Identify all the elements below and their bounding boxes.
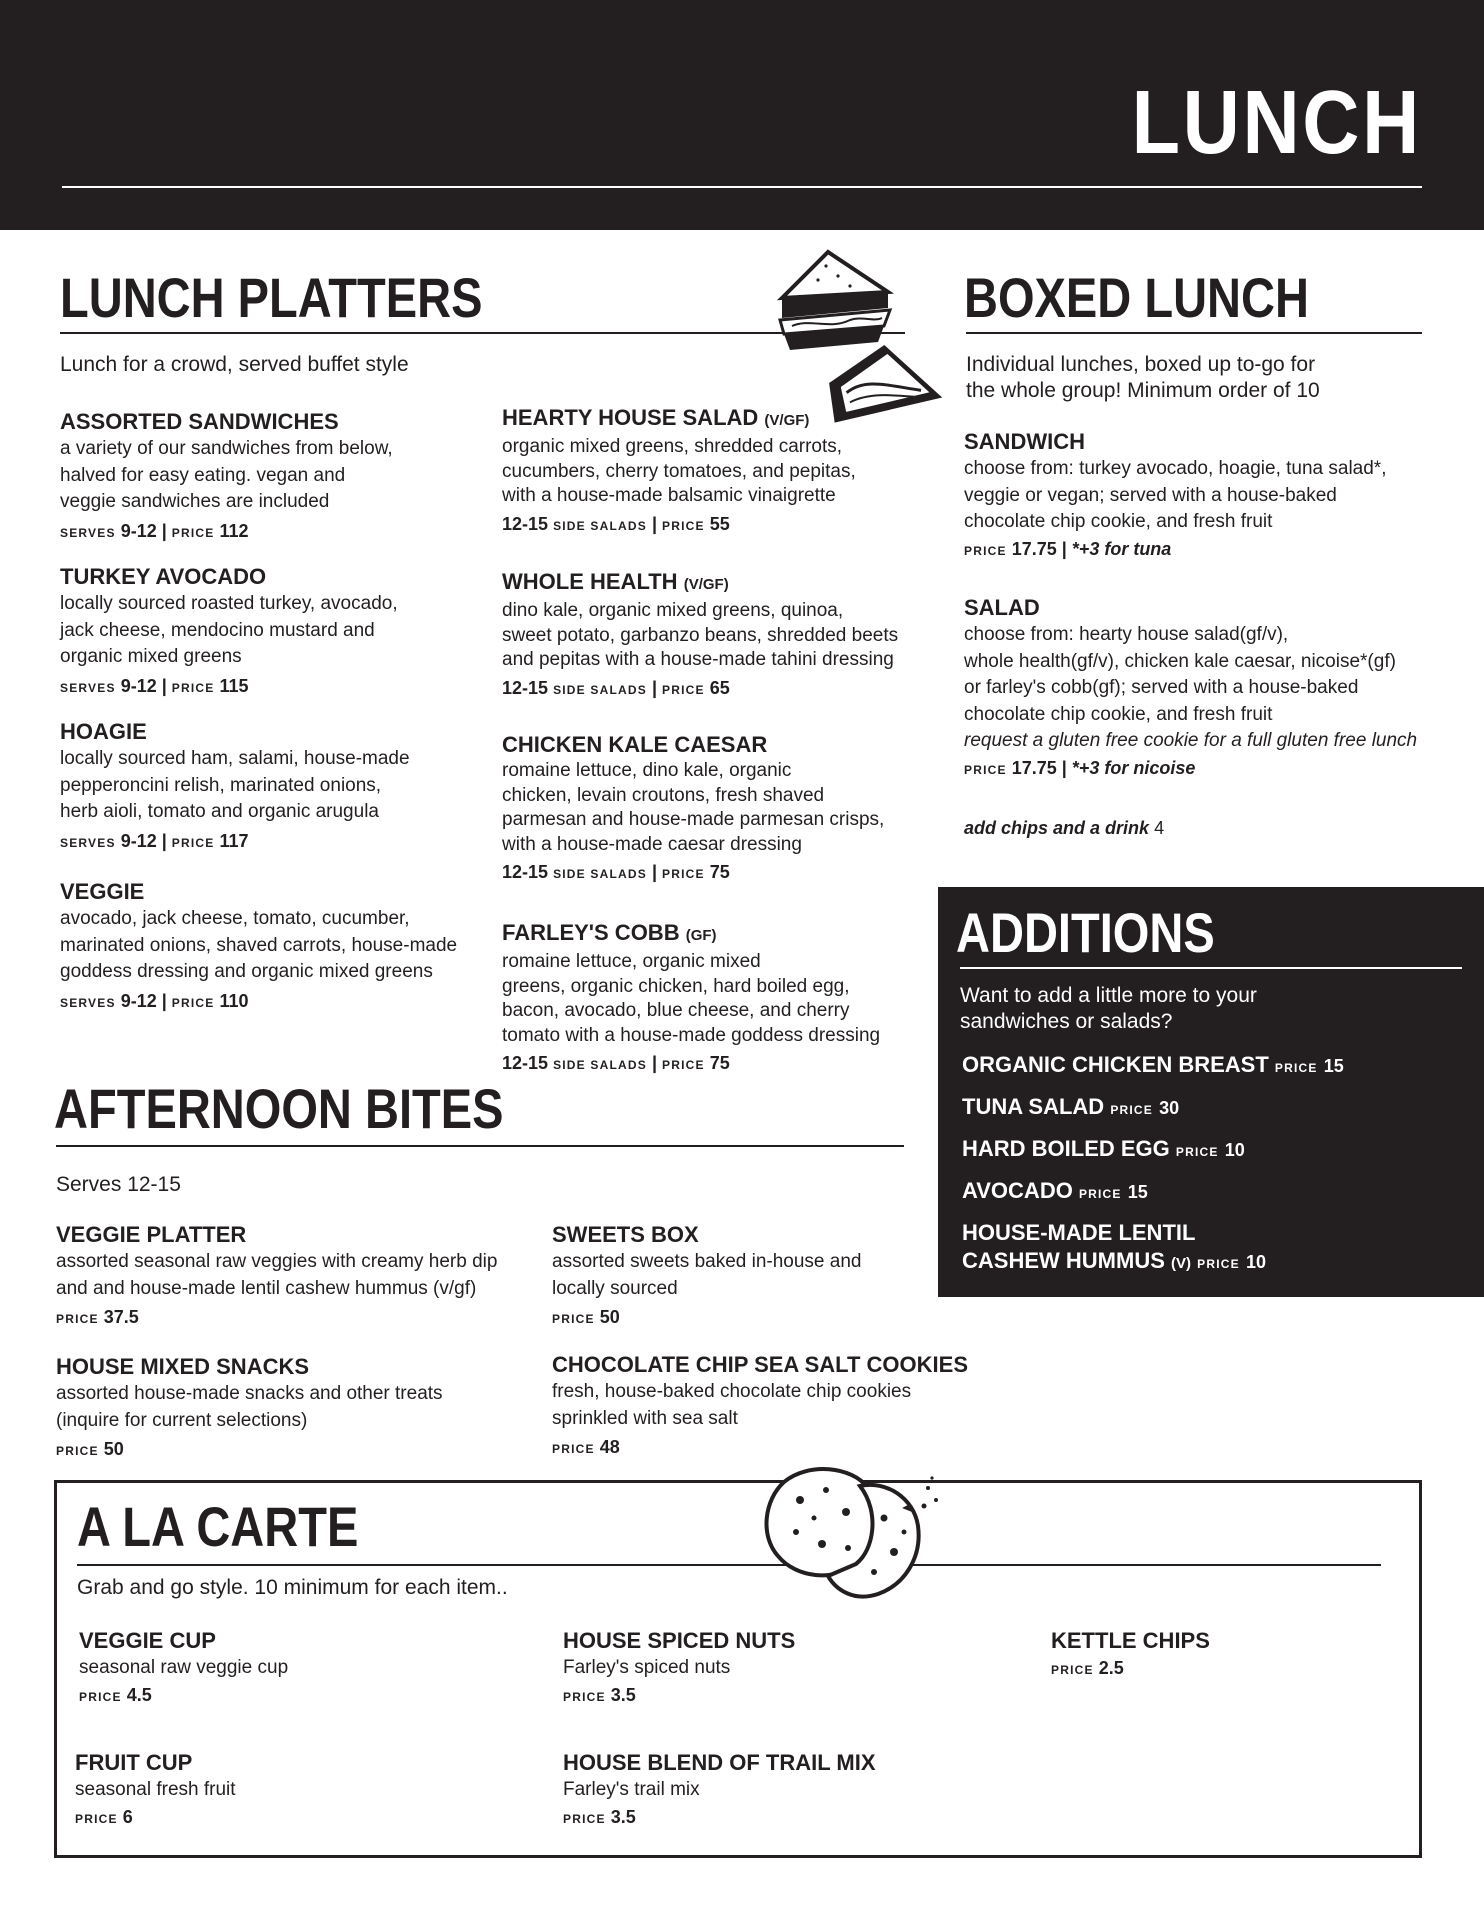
item-price-line: 12-15 SIDE SALADS | PRICE 65 [502, 677, 730, 698]
item-desc-line: romaine lettuce, dino kale, organic [502, 760, 792, 781]
additions-intro: Want to add a little more to your sandwiches or salads? [960, 984, 1257, 1033]
item-price-line: 12-15 SIDE SALADS | PRICE 75 [502, 862, 730, 882]
item-price-line: 12-15 SIDE SALADS | PRICE 75 [502, 1053, 730, 1073]
item-name: HOUSE SPICED NUTS [563, 1628, 796, 1653]
platter-item [502, 731, 884, 887]
item-desc-line: romaine lettuce, organic mixed [502, 951, 761, 972]
header-banner [0, 0, 1484, 230]
alc-item [563, 1627, 795, 1710]
item-price-line: PRICE 48 [552, 1437, 620, 1457]
item-desc-line: chocolate chip cookie, and fresh fruit [964, 511, 1273, 532]
item-name: WHOLE HEALTH (V/GF) [502, 569, 729, 594]
item-name: SALAD [964, 595, 1040, 620]
bites-item [56, 1353, 536, 1464]
item-desc-line: locally sourced roasted turkey, avocado, [60, 593, 398, 614]
item-price-line: SERVES 9-12 | PRICE 110 [60, 990, 249, 1011]
item-desc-line: halved for easy eating. vegan and [60, 464, 346, 486]
item-price-line: PRICE 3.5 [563, 1806, 636, 1827]
bites-item [552, 1221, 1032, 1332]
item-price-line: SERVES 9-12 | PRICE 115 [60, 675, 249, 696]
platter-item [60, 408, 393, 546]
lunch-platters-title: LUNCH PLATTERS [60, 266, 483, 329]
bites-item [552, 1351, 1032, 1462]
addition-item: AVOCADO PRICE 15 [962, 1178, 1148, 1203]
page-title: LUNCH [1131, 73, 1422, 173]
item-name: HEARTY HOUSE SALAD (V/GF) [502, 405, 810, 430]
item-desc-line: veggie sandwiches are included [60, 491, 330, 512]
item-desc-line: avocado, jack cheese, tomato, cucumber, [60, 908, 410, 929]
item-desc-line: choose from: turkey avocado, hoagie, tuna salad*, [964, 458, 1387, 479]
item-desc-line: parmesan and house-made parmesan crisps, [502, 809, 885, 830]
item-desc-line: with a house-made caesar dressing [502, 833, 802, 855]
item-desc-line: chocolate chip cookie, and fresh fruit [964, 703, 1273, 725]
item-price-line: SERVES 9-12 | PRICE 117 [60, 830, 249, 851]
bites-item [56, 1221, 536, 1332]
item-price-line: 12-15 SIDE SALADS | PRICE 55 [502, 513, 730, 534]
addition-item: ORGANIC CHICKEN BREAST PRICE 15 [962, 1052, 1344, 1077]
item-desc-line: and and house-made lentil cashew hummus (v/gf) [56, 1277, 477, 1299]
item-desc: Farley's trail mix [563, 1779, 700, 1800]
item-price-line: PRICE 50 [56, 1439, 124, 1459]
item-name: VEGGIE [60, 879, 145, 904]
item-desc-line: locally sourced [552, 1277, 678, 1299]
addition-item: HARD BOILED EGG PRICE 10 [962, 1136, 1245, 1161]
item-name: ASSORTED SANDWICHES [60, 409, 339, 434]
item-name: KETTLE CHIPS [1051, 1628, 1210, 1653]
item-desc-line: veggie or vegan; served with a house-baked [964, 484, 1337, 506]
item-price-line: PRICE 37.5 [56, 1307, 139, 1327]
addition-item: TUNA SALAD PRICE 30 [962, 1094, 1180, 1119]
boxed-salad [964, 594, 1474, 783]
a-la-carte-title: A LA CARTE [77, 1495, 359, 1558]
item-name: SWEETS BOX [552, 1222, 699, 1247]
item-desc-line: greens, organic chicken, hard boiled egg, [502, 975, 850, 997]
platter-item [502, 568, 898, 703]
boxed-addon: add chips and a drink 4 [964, 818, 1165, 838]
item-desc-line: fresh, house-baked chocolate chip cookies [552, 1381, 912, 1402]
item-price-line: PRICE 3.5 [563, 1684, 636, 1705]
item-desc-line: choose from: hearty house salad(gf/v), [964, 624, 1289, 645]
addition-item: HOUSE-MADE LENTIL CASHEW HUMMUS (V) PRICE 10 [962, 1220, 1266, 1273]
alc-item [75, 1749, 236, 1832]
item-desc-line: herb aioli, tomato and organic arugula [60, 801, 379, 822]
item-price-line: PRICE 2.5 [1051, 1658, 1124, 1678]
item-desc-line: organic mixed greens, shredded carrots, [502, 436, 843, 457]
alc-item [563, 1749, 876, 1832]
header-divider [62, 186, 1422, 188]
item-desc-line: assorted house-made snacks and other treats [56, 1383, 443, 1404]
item-name: SANDWICH [964, 429, 1085, 454]
item-price-line: PRICE 4.5 [79, 1684, 152, 1705]
boxed-sandwich [964, 428, 1464, 564]
item-desc-line: chicken, levain croutons, fresh shaved [502, 784, 825, 806]
item-desc-line: assorted sweets baked in-house and [552, 1251, 862, 1272]
item-name: HOUSE BLEND OF TRAIL MIX [563, 1750, 876, 1775]
cookie-illustration-icon [756, 1460, 946, 1610]
item-name: HOAGIE [60, 719, 147, 744]
item-desc-line: goddess dressing and organic mixed greens [60, 961, 433, 982]
platter-item [502, 919, 880, 1078]
item-desc-line: a variety of our sandwiches from below, [60, 438, 393, 459]
item-name: FARLEY'S COBB (GF) [502, 920, 717, 945]
boxed-lunch-intro: Individual lunches, boxed up to-go for the whole group! Minimum order of 10 [966, 353, 1320, 402]
item-note: request a gluten free cookie for a full gluten free lunch [964, 730, 1418, 751]
boxed-lunch-divider [966, 332, 1422, 334]
item-desc-line: jack cheese, mendocino mustard and [60, 619, 375, 641]
item-desc-line: or farley's cobb(gf); served with a house-baked [964, 677, 1359, 698]
item-desc-line: whole health(gf/v), chicken kale caesar, nicoise*(gf) [964, 650, 1396, 672]
additions-title: ADDITIONS [956, 901, 1215, 964]
item-price-line: PRICE 6 [75, 1806, 133, 1827]
alc-item [1051, 1627, 1210, 1683]
item-name: HOUSE MIXED SNACKS [56, 1354, 310, 1379]
item-price-line: PRICE 17.75 | *+3 for tuna [964, 538, 1172, 559]
item-desc-line: sweet potato, garbanzo beans, shredded beets [502, 624, 899, 646]
afternoon-bites-divider [56, 1145, 904, 1147]
item-desc-line: (inquire for current selections) [56, 1409, 308, 1431]
item-desc-line: assorted seasonal raw veggies with creamy herb dip [56, 1251, 498, 1272]
platter-item [60, 878, 457, 1016]
item-price-line: PRICE 17.75 | *+3 for nicoise [964, 757, 1196, 778]
item-name: VEGGIE PLATTER [56, 1222, 247, 1247]
platter-item [502, 404, 856, 539]
a-la-carte-box [54, 1480, 1422, 1858]
item-desc-line: cucumbers, cherry tomatoes, and pepitas, [502, 460, 856, 482]
item-name: TURKEY AVOCADO [60, 564, 267, 589]
boxed-lunch-title: BOXED LUNCH [964, 266, 1309, 329]
item-desc-line: sprinkled with sea salt [552, 1407, 738, 1429]
item-desc-line: marinated onions, shaved carrots, house-made [60, 934, 458, 956]
afternoon-bites-title: AFTERNOON BITES [54, 1077, 504, 1140]
afternoon-bites-intro: Serves 12-15 [56, 1173, 181, 1196]
lunch-platters-intro: Lunch for a crowd, served buffet style [60, 353, 409, 376]
item-desc-line: pepperoncini relish, marinated onions, [60, 774, 382, 796]
item-desc: seasonal fresh fruit [75, 1779, 236, 1800]
item-desc: seasonal raw veggie cup [79, 1657, 289, 1678]
platter-item [60, 563, 398, 701]
item-price-line: PRICE 50 [552, 1307, 620, 1327]
platter-item [60, 718, 410, 856]
item-desc: Farley's spiced nuts [563, 1657, 731, 1678]
item-name: CHOCOLATE CHIP SEA SALT COOKIES [552, 1352, 968, 1377]
item-desc-line: locally sourced ham, salami, house-made [60, 748, 410, 769]
item-desc-line: organic mixed greens [60, 646, 242, 667]
additions-divider [960, 967, 1462, 969]
item-desc-line: dino kale, organic mixed greens, quinoa, [502, 600, 844, 621]
item-name: FRUIT CUP [75, 1750, 193, 1775]
a-la-carte-intro: Grab and go style. 10 minimum for each item.. [77, 1576, 508, 1599]
alc-item [79, 1627, 288, 1710]
item-name: CHICKEN KALE CAESAR [502, 732, 768, 757]
a-la-carte-divider [77, 1564, 1381, 1566]
item-desc-line: and pepitas with a house-made tahini dressing [502, 649, 894, 670]
item-desc-line: bacon, avocado, blue cheese, and cherry [502, 1000, 850, 1021]
item-desc-line: tomato with a house-made goddess dressing [502, 1024, 881, 1046]
item-name: VEGGIE CUP [79, 1628, 216, 1653]
item-price-line: SERVES 9-12 | PRICE 112 [60, 520, 249, 541]
item-desc-line: with a house-made balsamic vinaigrette [502, 485, 836, 506]
